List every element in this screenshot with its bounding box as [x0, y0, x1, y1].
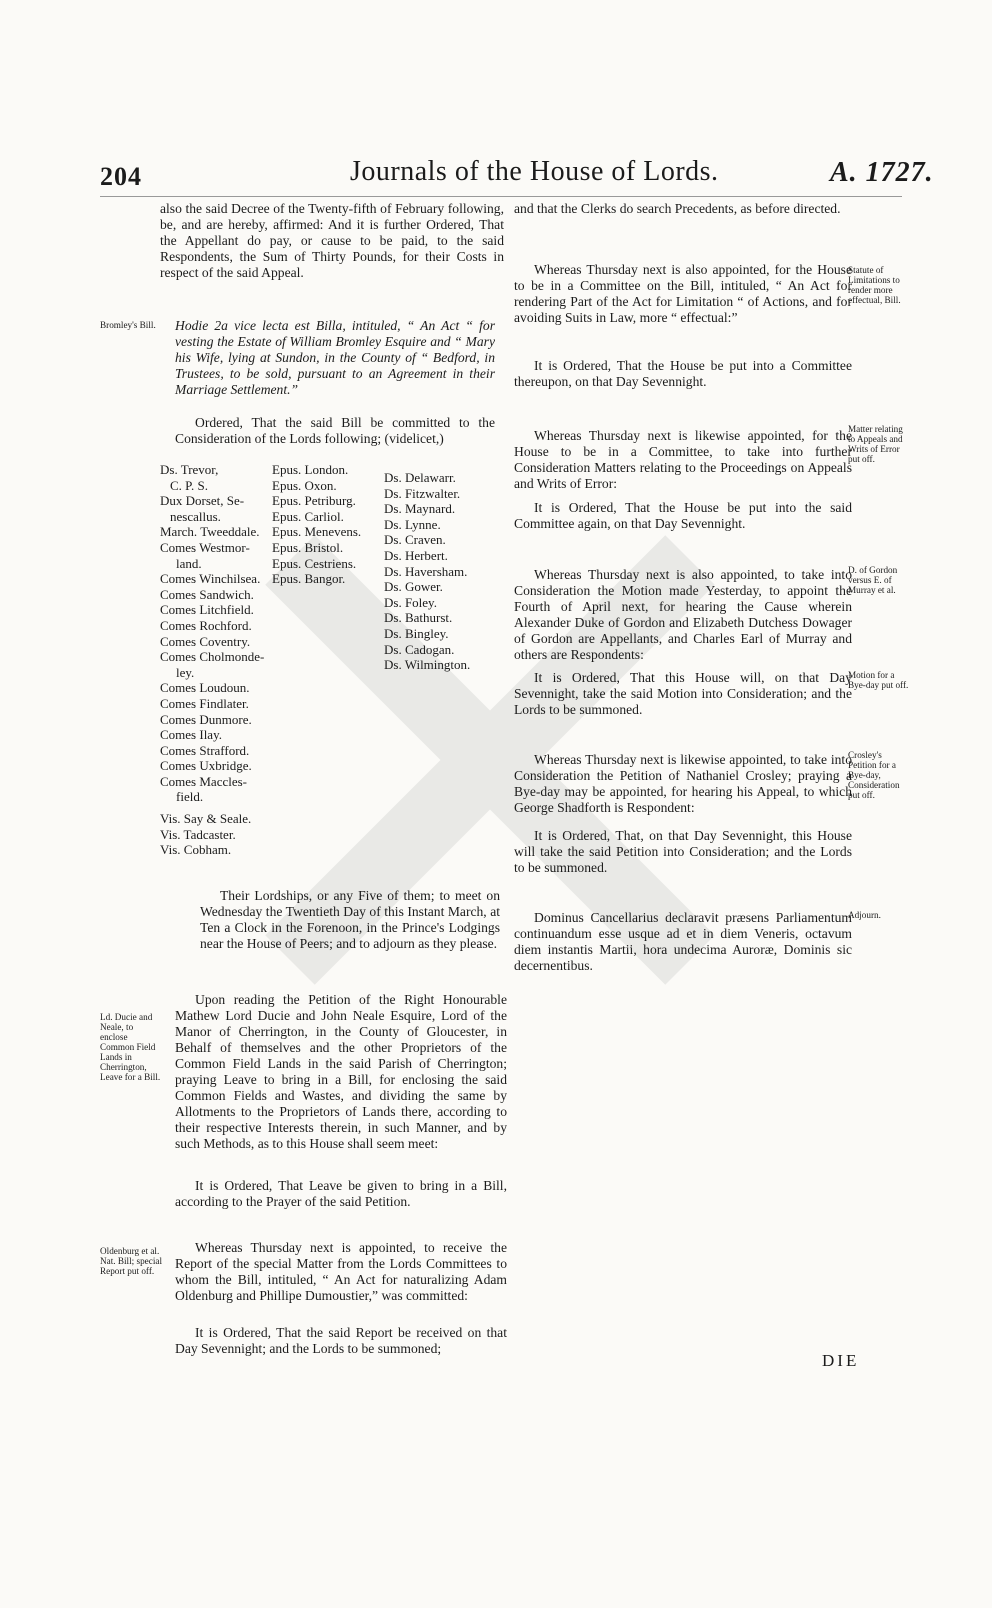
left-paragraph-3: Ordered, That the said Bill be committed to the Consideration of the Lords following; (videlicet,)	[175, 415, 495, 446]
margin-note-matter: Matter relating to Appeals and Writs of Error put off.	[848, 424, 903, 464]
lord-entry: Comes Coventry.	[160, 633, 251, 649]
lord-entry: Comes Cholmonde-	[160, 649, 265, 665]
lord-entry: Ds. Gower.	[384, 579, 443, 595]
lord-entry: Comes Ilay.	[160, 727, 222, 743]
margin-note-gordon: D. of Gordon versus E. of Murray et al.	[848, 565, 898, 595]
lord-entry: Epus. Menevens.	[272, 524, 362, 540]
lord-entry: Comes Dunmore.	[160, 711, 252, 727]
left-paragraph-2: Hodie 2a vice lecta est Billa, intituled, “ An Act “ for vesting the Estate of William Bromley Esquire and “ Mary his Wife, lying at Sundon, in the County of “ Bedford, in Trustees, to be sold, pursuant to an Agreement in their Marriage Settlement.”	[175, 318, 495, 397]
right-paragraph-10: Dominus Cancellarius declaravit præsens Parliamentum continuandum esse usque ad et in diem Veneris, octavum diem instantis Martii, hora undecima Auroræ, Dominis sic decernentibus.	[514, 910, 852, 973]
left-paragraph-8: It is Ordered, That the said Report be received on that Day Sevennight; and the Lords to be summoned;	[175, 1325, 507, 1356]
left-paragraph-7: Whereas Thursday next is appointed, to receive the Report of the special Matter from the Lords Committees to whom the Bill, intituled, “ An Act for naturalizing Adam Oldenburg and Phillipe Dumoustier,” was committed:	[175, 1240, 507, 1303]
margin-note-crosley: Crosley's Petition for a Bye-day, Consideration put off.	[848, 750, 900, 800]
lord-entry: Ds. Herbert.	[384, 547, 448, 563]
lord-entry: Comes Loudoun.	[160, 680, 250, 696]
lord-entry: Ds. Fitzwalter.	[384, 485, 461, 501]
header-rule	[100, 196, 902, 197]
lord-entry: Ds. Craven.	[384, 532, 446, 548]
lord-entry: field.	[176, 789, 204, 805]
right-paragraph-8: Whereas Thursday next is likewise appointed, to take into Consideration the Petition of Nathaniel Crosley; praying a Bye-day may be appointed, for hearing his Appeal, to which George Shadforth is Respondent:	[514, 752, 852, 815]
lord-entry: March. Tweeddale.	[160, 524, 260, 540]
lord-entry: Comes Uxbridge.	[160, 758, 252, 774]
lord-entry: Ds. Trevor,	[160, 462, 219, 477]
lords-list-col-1	[160, 462, 264, 858]
catchword: DIE	[822, 1351, 860, 1370]
lord-entry: Ds. Maynard.	[384, 501, 456, 517]
lords-list-col-3	[384, 470, 470, 673]
margin-note-ducie: Ld. Ducie and Neale, to enclose Common Field Lands in Cherrington, Leave for a Bill.	[100, 1012, 161, 1082]
margin-note-adjourn: Adjourn.	[848, 910, 881, 920]
margin-note-statute: Statute of Limitations to render more effectual, Bill.	[848, 265, 901, 305]
lord-entry: ley.	[176, 664, 195, 680]
lord-entry: Ds. Bingley.	[384, 625, 449, 641]
left-paragraph-6: It is Ordered, That Leave be given to bring in a Bill, according to the Prayer of the said Petition.	[175, 1178, 507, 1209]
right-paragraph-6: Whereas Thursday next is also appointed, to take into Consideration the Motion made Yesterday, to appoint the Fourth of April next, for hearing the Cause wherein Alexander Duke of Gordon and Elizabeth Dutchess Dowager of Gordon are Appellants, and Charles Earl of Murray and others are Respondents:	[514, 567, 852, 662]
right-paragraph-4: Whereas Thursday next is likewise appointed, for the House to be in a Committee, to take into further Consideration Matters relating to the Proceedings on Appeals and Writs of Error:	[514, 428, 852, 491]
lord-entry: Epus. Carliol.	[272, 508, 344, 524]
left-paragraph-4: Their Lordships, or any Five of them; to meet on Wednesday the Twentieth Day of this Instant March, at Ten a Clock in the Forenoon, in the Prince's Lodgings near the House of Peers; and to adjourn as they please.	[200, 888, 500, 951]
right-paragraph-9: It is Ordered, That, on that Day Sevennight, this House will take the said Petition into Consideration; and the Lords to be summoned.	[514, 828, 852, 875]
right-paragraph-3: It is Ordered, That the House be put into a Committee thereupon, on that Day Sevennight.	[514, 358, 852, 389]
lord-entry: Dux Dorset, Se-	[160, 493, 245, 509]
right-paragraph-2: Whereas Thursday next is also appointed, for the House to be in a Committee on the Bill, intituled, “ An Act for rendering Part of the Act for Limitation “ of Actions, and for avoiding Suits in Law, more “ effectual:”	[514, 262, 852, 325]
lord-entry: Ds. Cadogan.	[384, 641, 455, 657]
lord-entry: Epus. Oxon.	[272, 477, 337, 493]
left-paragraph-1: also the said Decree of the Twenty-fifth of February following, be, and are hereby, affirmed: And it is further Ordered, That the Appellant do pay, or cause to be paid, to the said Respondents, the Sum of Thirty Pounds, for their Costs in respect of the said Appeal.	[160, 201, 504, 280]
lord-entry: Comes Maccles-	[160, 773, 248, 789]
margin-note-motion: Motion for a Bye-day put off.	[848, 670, 909, 690]
lord-entry: C. P. S.	[170, 477, 208, 493]
lord-entry: land.	[176, 555, 202, 571]
margin-note-bromley: Bromley's Bill.	[100, 320, 156, 330]
lord-entry: Vis. Cobham.	[160, 842, 232, 858]
lord-entry: Comes Litchfield.	[160, 602, 254, 618]
lord-entry: Ds. Delawarr.	[384, 470, 456, 485]
lord-entry: Epus. Cestriens.	[272, 555, 357, 571]
lord-entry: Comes Strafford.	[160, 742, 250, 758]
left-paragraph-5: Upon reading the Petition of the Right Honourable Mathew Lord Ducie and John Neale Esquire, Lord of the Manor of Cherrington, in the County of Gloucester, in Behalf of themselves and the other Proprietors of the Common Field Lands in the said Parish of Cherrington; praying Leave to bring in a Bill, for enclosing the said Common Fields and Wastes, and dividing the same by Allotments to the Proprietors of Lands there, according to their respective Interests therein, in such Manner, and by such Methods, as to this House shall seem meet:	[175, 992, 507, 1151]
lords-list-col-2	[272, 462, 361, 587]
lord-entry: Ds. Lynne.	[384, 516, 441, 532]
lord-entry: Ds. Haversham.	[384, 563, 468, 579]
lord-entry: Vis. Tadcaster.	[160, 826, 236, 842]
lord-entry: Vis. Say & Seale.	[160, 811, 252, 827]
lord-entry: Comes Rochford.	[160, 617, 252, 633]
right-paragraph-5: It is Ordered, That the House be put into the said Committee again, on that Day Sevennight.	[514, 500, 852, 531]
lord-entry: Epus. Bangor.	[272, 571, 346, 587]
lord-entry: Epus. Petriburg.	[272, 493, 356, 509]
margin-note-oldenburg: Oldenburg et al. Nat. Bill; special Report put off.	[100, 1246, 163, 1276]
running-year: A. 1727.	[830, 157, 934, 188]
lord-entry: Comes Westmor-	[160, 539, 250, 555]
lord-entry: Epus. London.	[272, 462, 349, 477]
lord-entry: Comes Findlater.	[160, 695, 249, 711]
lord-entry: Ds. Bathurst.	[384, 610, 453, 626]
right-paragraph-7: It is Ordered, That this House will, on that Day Sevennight, take the said Motion into Consideration; and the Lords to be summoned.	[514, 670, 852, 717]
lord-entry: Ds. Foley.	[384, 594, 437, 610]
lord-entry: Epus. Bristol.	[272, 539, 344, 555]
lord-entry: Comes Sandwich.	[160, 586, 254, 602]
lord-entry: Ds. Wilmington.	[384, 657, 471, 673]
page-number: 204	[100, 162, 142, 191]
right-paragraph-1: and that the Clerks do search Precedents, as before directed.	[514, 201, 841, 216]
lord-entry: Comes Winchilsea.	[160, 571, 261, 587]
running-title: Journals of the House of Lords.	[350, 156, 719, 187]
lord-entry: nescallus.	[170, 508, 221, 524]
